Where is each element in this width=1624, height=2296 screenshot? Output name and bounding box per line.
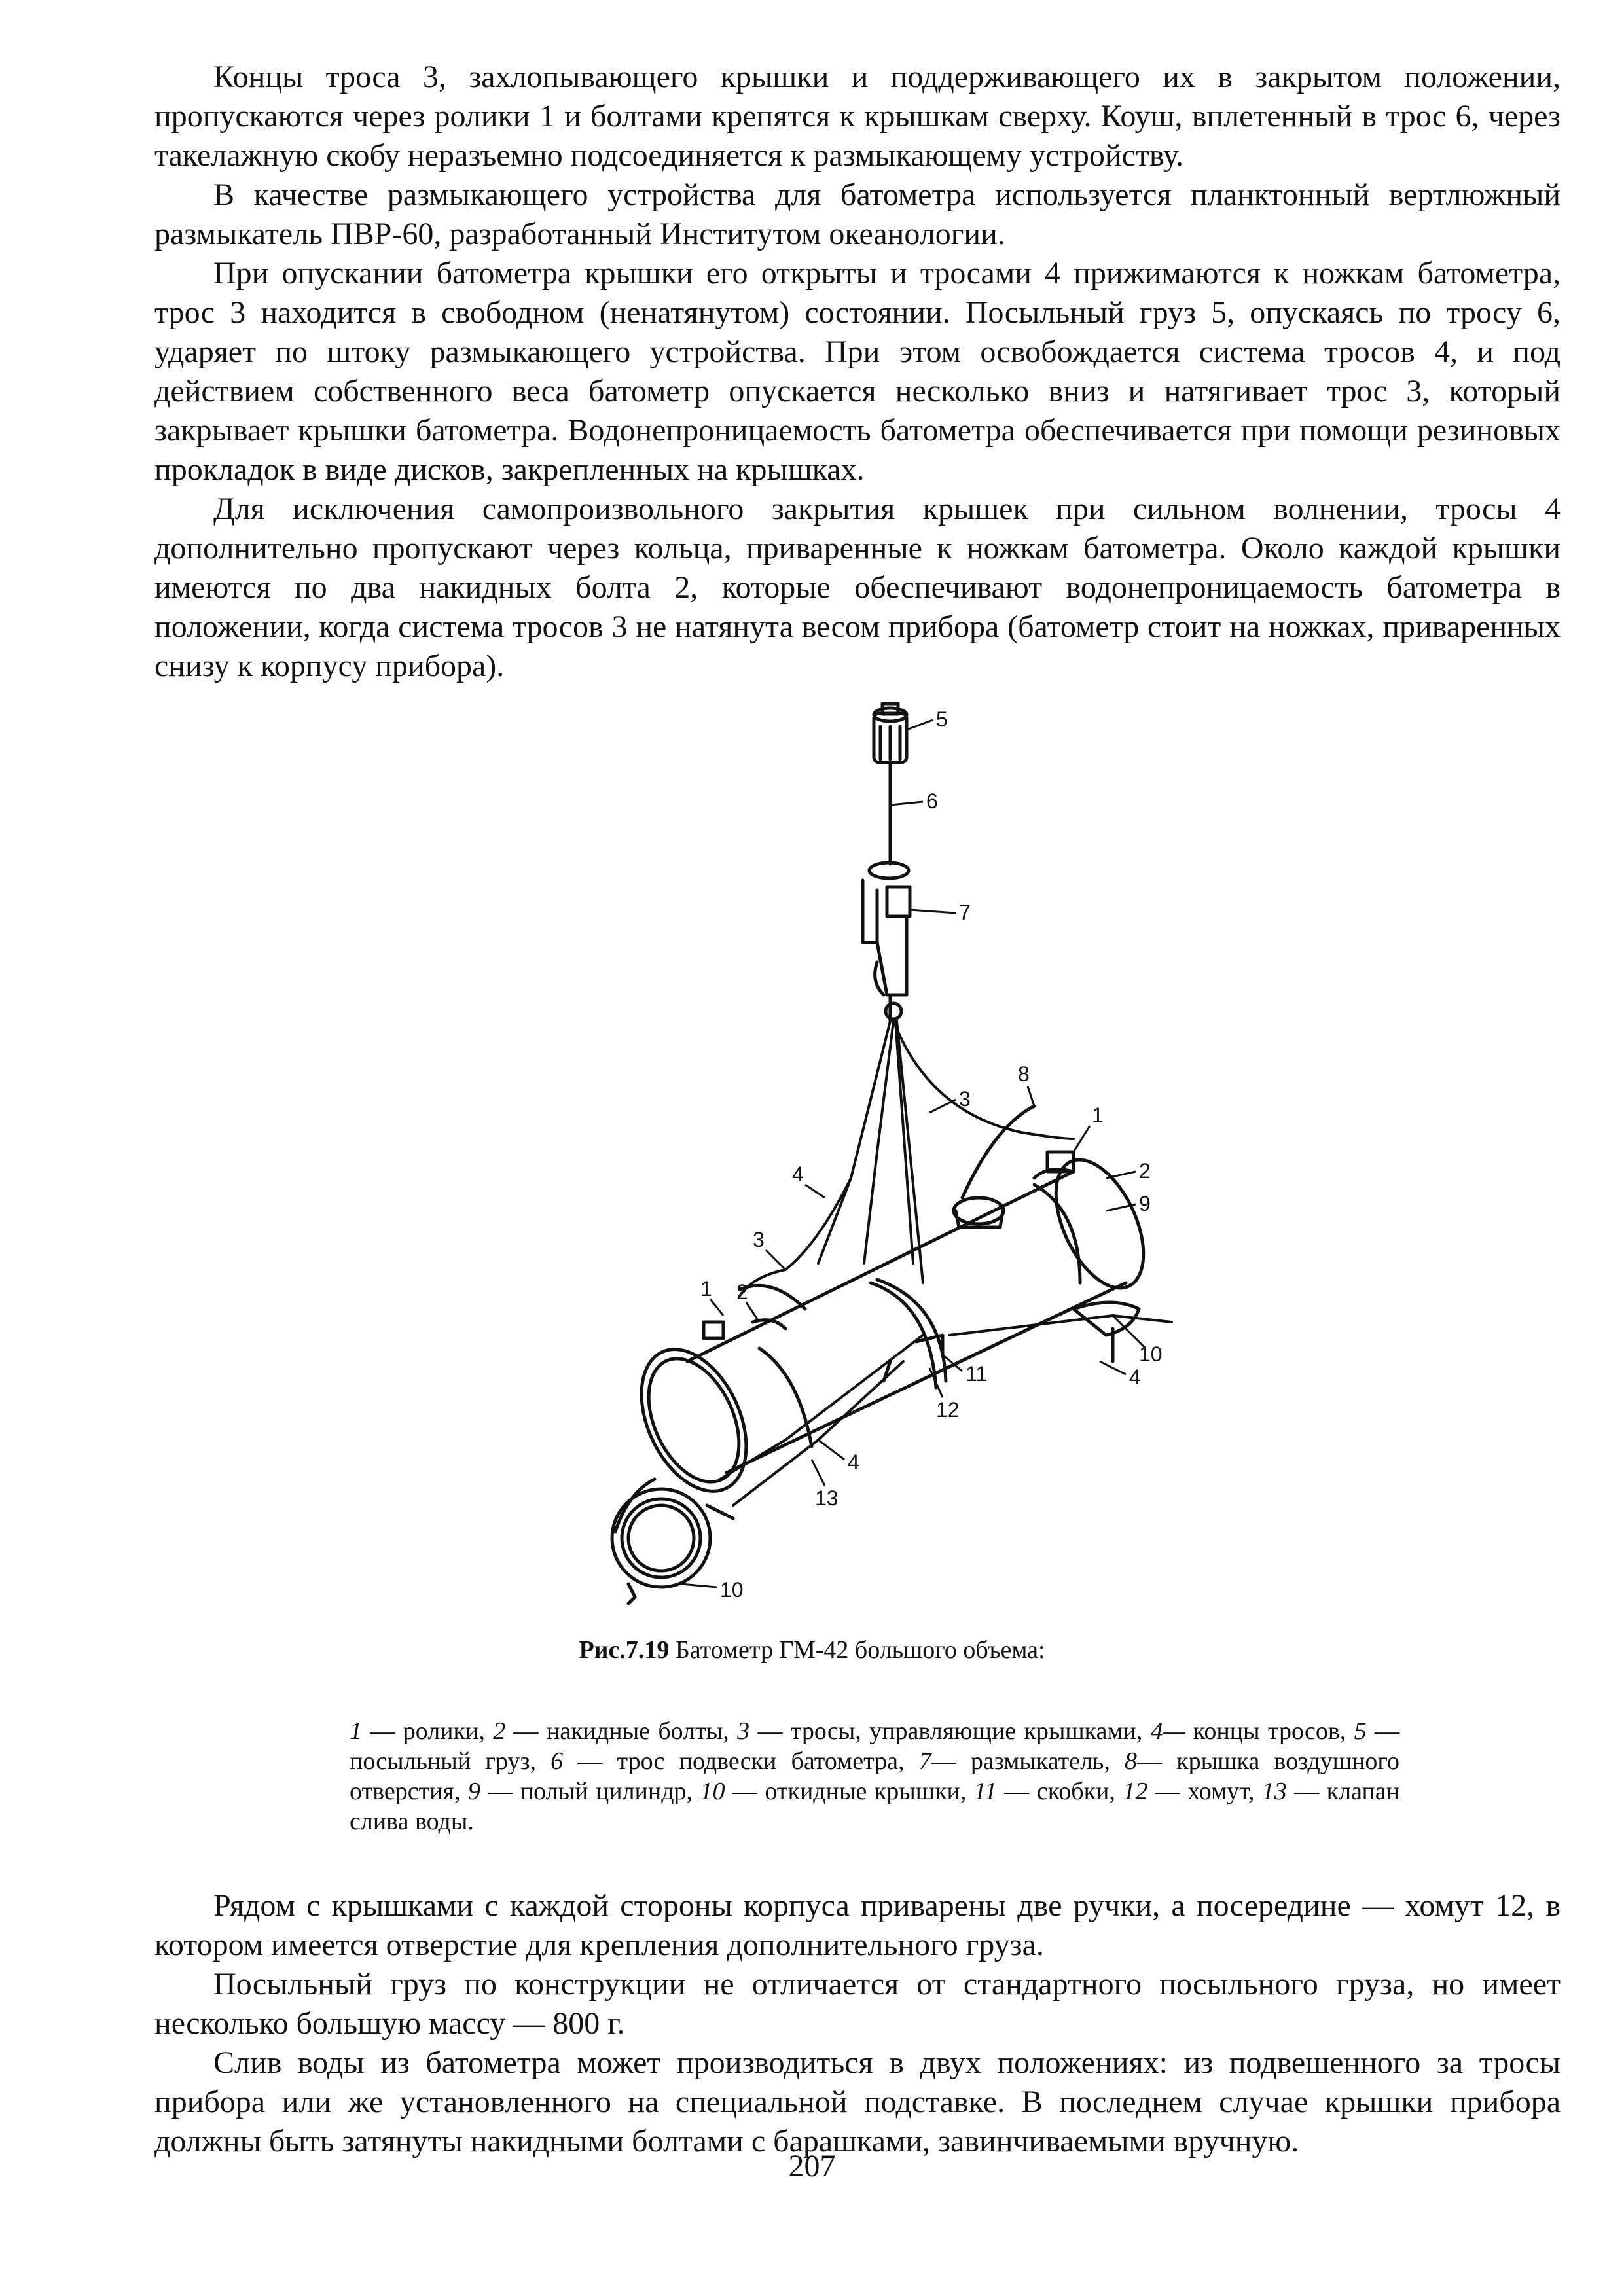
callout-13: 13 xyxy=(815,1486,839,1510)
callout-6: 6 xyxy=(926,789,938,813)
release-device xyxy=(863,863,910,1021)
figure-caption xyxy=(0,1635,1624,1665)
right-flap-lid xyxy=(1074,1302,1139,1335)
legend-num: 2 xyxy=(493,1717,506,1745)
callout-3-left: 3 xyxy=(753,1228,765,1251)
legend-num: 3 xyxy=(737,1717,750,1745)
callout-1-right: 1 xyxy=(1092,1103,1104,1127)
legend-text: — скобки, xyxy=(996,1778,1123,1805)
legend-text: концы тросов, xyxy=(1185,1717,1354,1745)
callout-10-left: 10 xyxy=(720,1578,744,1602)
figure-legend xyxy=(350,1716,1399,1837)
handle-left xyxy=(740,1285,805,1309)
paragraph-3: При опускании батометра крышки его открыты и тросами 4 прижимаются к ножкам батометра, трос 3 находится в свободном (ненатянутом) состоянии. Посыльный груз 5, опускаясь по тросу 6, ударяет по штоку размыкающего устройства. При этом освобождается система тросов 4, и под действием собственного веса батометр опускается несколько вниз и натягивает трос 3, который закрывает крышки батометра. Водонепроницаемость батометра обеспечивается при помощи резиновых прокладок в виде дисков, закрепленных на крышках. xyxy=(154,256,1561,487)
legend-text: — клапан слива воды. xyxy=(350,1778,1400,1835)
callout-1-left: 1 xyxy=(700,1277,712,1300)
legend-num: 1 xyxy=(350,1717,362,1745)
messenger-weight xyxy=(874,704,907,762)
legend-text: — размыкатель, xyxy=(931,1748,1125,1775)
page-number: 207 xyxy=(788,2149,836,2183)
callout-4-right: 4 xyxy=(1129,1365,1141,1389)
wire-3-right xyxy=(893,1021,1074,1139)
callout-11: 11 xyxy=(965,1362,988,1386)
paragraph-5: Рядом с крышками с каждой стороны корпуса приварены две ручки, а посередине — хомут 12, в котором имеется отверстие для крепления дополнительного груза. xyxy=(154,1888,1561,1962)
left-end-lid xyxy=(612,1333,767,1604)
callout-4-left: 4 xyxy=(792,1162,804,1186)
legend-num: 11 xyxy=(973,1778,997,1805)
callout-7: 7 xyxy=(959,901,971,924)
callout-2-left: 2 xyxy=(736,1280,748,1304)
legend-text: — накидные болты, xyxy=(505,1717,738,1745)
legend-num: 6 xyxy=(550,1748,564,1775)
legend-num: 13 xyxy=(1261,1778,1287,1805)
hollow-cylinder xyxy=(687,1147,1161,1473)
caption-text: Батометр ГМ-42 большого объема: xyxy=(669,1636,1045,1664)
callout-8: 8 xyxy=(1018,1062,1030,1086)
roller-left xyxy=(704,1322,723,1338)
callout-12: 12 xyxy=(936,1398,960,1422)
callout-10-right: 10 xyxy=(1139,1342,1163,1366)
paragraph-7: Слив воды из батометра может производиться в двух положениях: из подвешенного за тросы прибора или же установленного на специальной подставке. В последнем случае крышки прибора должны быть затянуты накидными болтами с барашками, завинчиваемыми вручную. xyxy=(154,2045,1561,2159)
callout-2-right: 2 xyxy=(1139,1159,1151,1183)
callout-9: 9 xyxy=(1139,1192,1151,1215)
legend-text: — тросы, управляющие крышками, xyxy=(749,1717,1151,1745)
legend-num: 4— xyxy=(1150,1717,1185,1745)
legend-text: — хомут, xyxy=(1147,1778,1262,1805)
legend-num: 8 xyxy=(1125,1748,1138,1775)
legend-text: — полый цилиндр, xyxy=(480,1778,700,1805)
legend-num: 7 xyxy=(918,1748,931,1775)
callout-4-bottom: 4 xyxy=(848,1450,859,1474)
paragraph-1: Концы троса 3, захлопывающего крышки и поддерживающего их в закрытом положении, пропускаются через ролики 1 и болтами крепятся к крышкам сверху. Коуш, вплетенный в трос 6, через такелажную скобу неразъемно подсоединяется к размыкающему устройству. xyxy=(154,60,1561,173)
legend-text: — посыльный груз, xyxy=(350,1717,1400,1775)
legend-num: 5 xyxy=(1354,1717,1367,1745)
legend-num: 9 xyxy=(467,1778,480,1805)
legend-text: — крышка воздушного отверстия, xyxy=(350,1748,1399,1805)
legend-num: 12 xyxy=(1123,1778,1148,1805)
paragraph-6: Посыльный груз по конструкции не отличается от стандартного посыльного груза, но имеет несколько большую массу — 800 г. xyxy=(154,1967,1561,2041)
wires-4 xyxy=(720,1021,1172,1505)
paragraph-2: В качестве размыкающего устройства для батометра используется планктонный вертлюжный размыкатель ПВР-60, разработанный Институтом океанологии. xyxy=(154,177,1561,251)
callout-5: 5 xyxy=(936,708,948,731)
legend-num: 10 xyxy=(700,1778,725,1805)
caption-label: Рис.7.19 xyxy=(579,1636,670,1664)
legend-text: — трос подвески батометра, xyxy=(563,1748,919,1775)
legend-text: — откидные крышки, xyxy=(725,1778,974,1805)
paragraph-4: Для исключения самопроизвольного закрытия крышек при сильном волнении, тросы 4 дополнительно пропускают через кольца, приваренные к ножкам батометра. Около каждой крышки имеются по два накидных болта 2, которые обеспечивают водонепроницаемость батометра в положении, когда система тросов 3 не натянута весом прибора (батометр стоит на ножках, приваренных снизу к корпусу прибора). xyxy=(154,492,1561,683)
callout-3-top: 3 xyxy=(959,1087,971,1111)
legend-text: — ролики, xyxy=(362,1717,494,1745)
